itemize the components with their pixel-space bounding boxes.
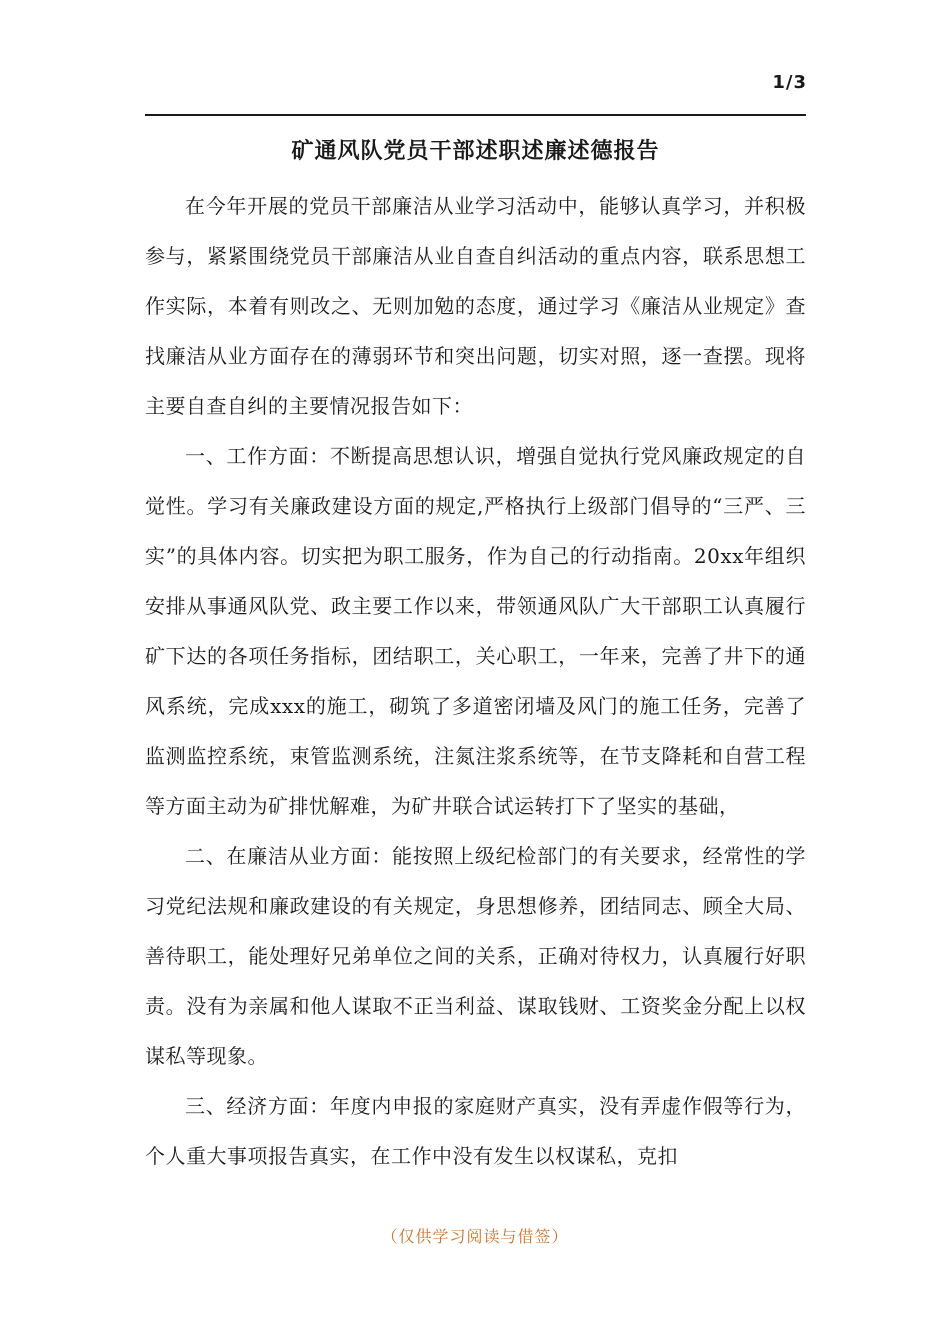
header-divider [145, 114, 806, 116]
paragraph-intro: 在今年开展的党员干部廉洁从业学习活动中，能够认真学习，并积极参与，紧紧围绕党员干部廉洁从业自查自纠活动的重点内容，联系思想工作实际，本着有则改之、无则加勉的态度，通过学习《廉洁从业规定》查找廉洁从业方面存在的薄弱环节和突出问题，切实对照，逐一查摆。现将主要自查自纠的主要情况报告如下： [145, 194, 806, 418]
page-number: 1/3 [772, 72, 807, 93]
paragraph-economy: 三、经济方面：年度内申报的家庭财产真实，没有弄虚作假等行为，个人重大事项报告真实，在工作中没有发生以权谋私，克扣 [145, 1094, 806, 1168]
paragraph-integrity: 二、在廉洁从业方面：能按照上级纪检部门的有关要求，经常性的学习党纪法规和廉政建设的有关规定，身思想修养，团结同志、顾全大局、善待职工，能处理好兄弟单位之间的关系，正确对待权力，认真履行好职责。没有为亲属和他人谋取不正当利益、谋取钱财、工资奖金分配上以权谋私等现象。 [145, 844, 806, 1068]
document-body [145, 181, 806, 1181]
footer-note: （仅供学习阅读与借签） [381, 1227, 569, 1246]
paragraph-work: 一、工作方面：不断提高思想认识，增强自觉执行党风廉政规定的自觉性。学习有关廉政建设方面的规定,严格执行上级部门倡导的“三严、三实”的具体内容。切实把为职工服务，作为自己的行动指南。20xx年组织安排从事通风队党、政主要工作以来，带领通风队广大干部职工认真履行矿下达的各项任务指标，团结职工，关心职工，一年来，完善了井下的通风系统，完成xxx的施工，砌筑了多道密闭墙及风门的施工任务，完善了监测监控系统，束管监测系统，注氮注浆系统等，在节支降耗和自营工程等方面主动为矿排忧解难，为矿井联合试运转打下了坚实的基础， [145, 444, 806, 818]
document-title: 矿通风队党员干部述职述廉述德报告 [291, 138, 660, 164]
